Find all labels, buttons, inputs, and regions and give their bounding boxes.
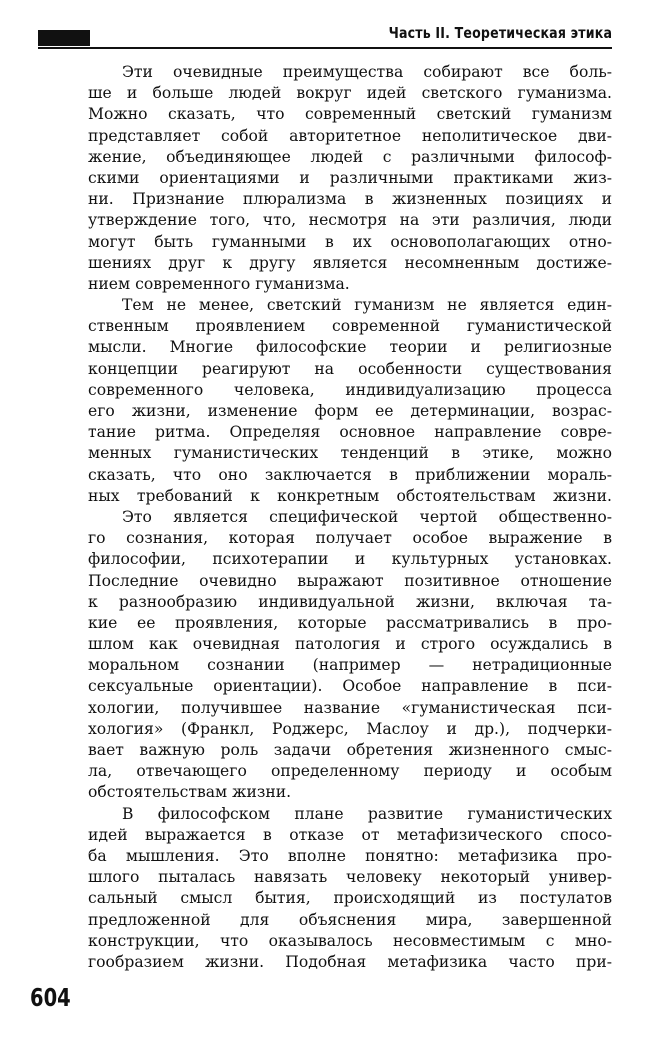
text-line: го сознания, которая получает особое выражение в [88, 529, 612, 548]
text-line: скими ориентациями и различными практиками жиз- [88, 168, 612, 187]
text-line: современного человека, индивидуализацию процесса [88, 380, 612, 399]
text-line: шлом как очевидная патология и строго осуждались в [88, 635, 612, 654]
page-number: 604 [30, 983, 71, 1012]
text-line: менных гуманистических тенденций в этике, можно [88, 444, 612, 463]
text-line: хология» (Франкл, Роджерс, Маслоу и др.), подчерки- [88, 719, 612, 738]
text-line: сальный смысл бытия, происходящий из постулатов [88, 889, 612, 908]
text-line: Последние очевидно выражают позитивное отношение [88, 571, 612, 590]
text-line: философии, психотерапии и культурных установках. [88, 550, 612, 569]
text-line: концепции реагируют на особенности существования [88, 359, 612, 378]
text-line: тание ритма. Определяя основное направление совре- [88, 423, 612, 442]
text-line: ше и больше людей вокруг идей светского гуманизма. [88, 84, 612, 103]
text-line: гообразием жизни. Подобная метафизика часто при- [88, 952, 612, 971]
text-line: В философском плане развитие гуманистических [122, 804, 612, 823]
text-line: моральном сознании (например — нетрадиционные [88, 656, 612, 675]
text-line: предложенной для объяснения мира, завершенной [88, 910, 612, 929]
text-line: шлого пыталась навязать человеку некоторый универ- [88, 868, 612, 887]
header-black-block [38, 30, 90, 46]
body-text [88, 62, 612, 973]
text-line: мысли. Многие философские теории и религиозные [88, 338, 612, 357]
text-line: ба мышления. Это вполне понятно: метафизика про- [88, 846, 612, 865]
text-line: сказать, что оно заключается в приближении мораль- [88, 465, 612, 484]
text-line: хологии, получившее название «гуманистическая пси- [88, 698, 612, 717]
text-line: конструкции, что оказывалось несовместимым с мно- [88, 931, 612, 950]
text-line: идей выражается в отказе от метафизического спосо- [88, 825, 612, 844]
text-line: ственным проявлением современной гуманистической [88, 317, 612, 336]
text-line: нием современного гуманизма. [88, 274, 350, 293]
header-rule [38, 47, 612, 49]
text-line: Это является специфической чертой общественно- [122, 507, 612, 526]
running-title: Часть II. Теоретическая этика [388, 24, 612, 42]
running-header [38, 20, 612, 48]
text-line: Можно сказать, что современный светский гуманизм [88, 105, 612, 124]
text-line: жение, объединяющее людей с различными философ- [88, 147, 612, 166]
text-line: представляет собой авторитетное неполитическое дви- [88, 126, 612, 145]
text-line: вает важную роль задачи обретения жизненного смыс- [88, 741, 612, 759]
text-line: к разнообразию индивидуальной жизни, включая та- [88, 592, 612, 611]
text-line: утверждение того, что, несмотря на эти различия, люди [88, 211, 612, 230]
text-line: сексуальные ориентации). Особое направление в пси- [88, 677, 612, 696]
text-line: могут быть гуманными в их основополагающих отно- [88, 232, 612, 251]
text-line: кие ее проявления, которые рассматривались в про- [88, 613, 612, 632]
text-line: ни. Признание плюрализма в жизненных позициях и [88, 190, 612, 209]
text-line: ла, отвечающего определенному периоду и особым [88, 762, 612, 781]
text-line: Тем не менее, светский гуманизм не является един- [122, 296, 612, 315]
text-line: шениях друг к другу является несомненным достиже- [88, 253, 612, 272]
text-line: обстоятельствам жизни. [88, 783, 292, 802]
text-line: его жизни, изменение форм ее детерминации, возрас- [88, 402, 612, 420]
text-line: ных требований к конкретным обстоятельствам жизни. [88, 486, 612, 505]
text-line: Эти очевидные преимущества собирают все боль- [122, 63, 612, 81]
